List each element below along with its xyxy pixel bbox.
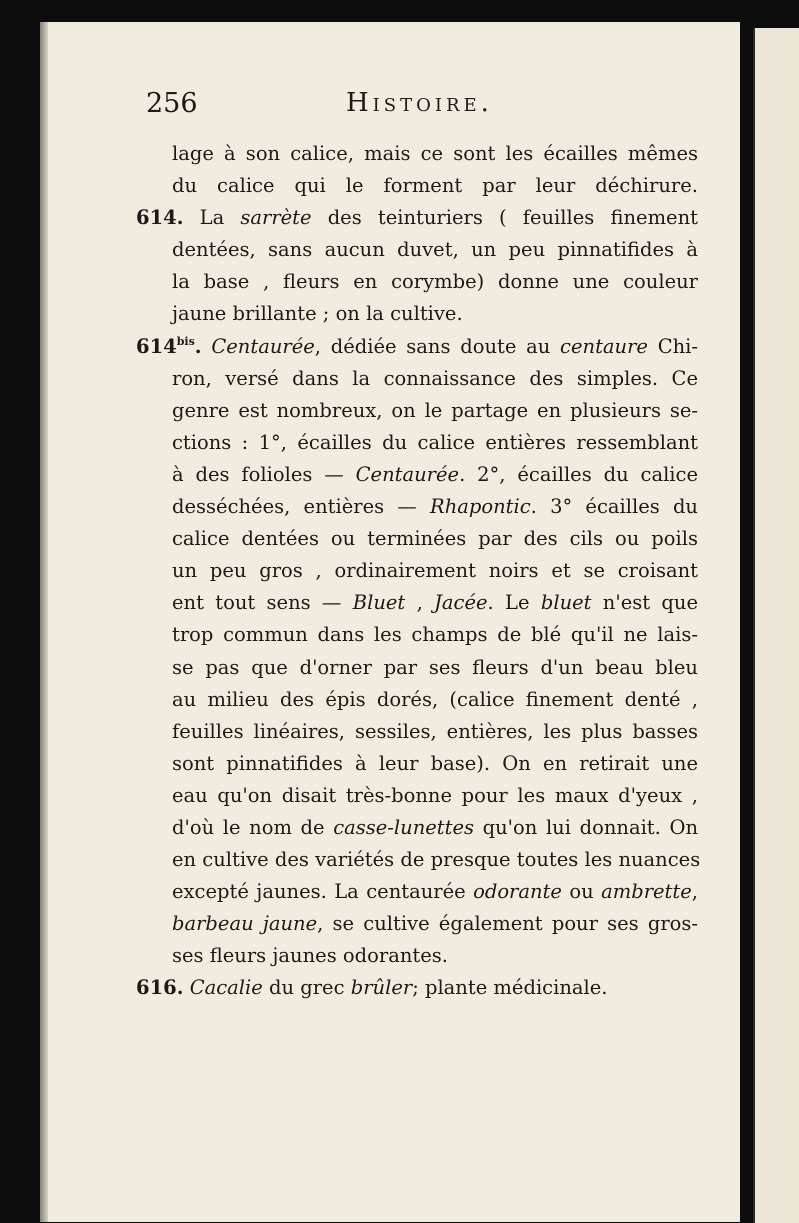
text-line: ron, versé dans la connaissance des simples. Ce [172, 366, 698, 390]
text-line: feuilles linéaires, sessiles, entières, les plus basses [172, 719, 698, 743]
text-line: 614. La sarrète des teinturiers ( feuilles finement [136, 206, 698, 230]
text-line: se pas que d'orner par ses fleurs d'un beau bleu [172, 655, 698, 679]
text-line: excepté jaunes. La centaurée odorante ou ambrette, [172, 880, 698, 904]
text-line: d'où le nom de casse-lunettes qu'on lui donnait. On [172, 815, 698, 839]
text-line: barbeau jaune, se cultive également pour ses gros- [172, 912, 698, 936]
text-line: ctions : 1°, écailles du calice entières ressemblant [172, 430, 698, 454]
page-number: 256 [146, 88, 198, 119]
entry-number: $614^{bis}$. [136, 334, 202, 358]
text-line: la base , fleurs en corymbe) donne une couleur [172, 270, 698, 294]
text-line: lage à son calice, mais ce sont les écailles mêmes [172, 142, 698, 165]
text-line: 616. Cacalie du grec brûler; plante médicinale. [136, 976, 608, 1000]
entry-number: 614. [136, 206, 184, 230]
text-line: eau qu'on disait très-bonne pour les maux d'yeux , [172, 783, 698, 807]
text-line: au milieu des épis dorés, (calice finement denté , [172, 687, 698, 711]
page-gutter [40, 22, 48, 1222]
text-line: du calice qui le forment par leur déchirure. [172, 174, 698, 198]
text-line: calice dentées ou terminées par des cils ou poils [172, 527, 698, 551]
text-line: jaune brillante ; on la cultive. [172, 302, 463, 326]
text-line: en cultive des variétés de presque toutes les nuances [172, 848, 701, 872]
text-line: à des folioles — Centaurée. 2°, écailles du calice [172, 462, 699, 486]
text-line: $614^{bis}$. Centaurée, dédiée sans doute au centaure Chi- [136, 334, 698, 358]
running-title: Histoire. [346, 88, 493, 118]
text-line: desséchées, entières — Rhapontic. 3° écailles du [172, 495, 698, 519]
text-line: genre est nombreux, on le partage en plusieurs se- [172, 398, 698, 422]
text-line: sont pinnatifides à leur base). On en retirait une [172, 751, 698, 775]
text-line: ses fleurs jaunes odorantes. [172, 944, 448, 968]
text-line: trop commun dans les champs de blé qu'il ne lais- [172, 623, 698, 647]
page-body [136, 138, 701, 1005]
text-line: un peu gros , ordinairement noirs et se croisant [172, 559, 698, 583]
text-line: dentées, sans aucun duvet, un peu pinnatifides à [172, 238, 698, 262]
entry-number: 616. [136, 976, 184, 1000]
text-line: ent tout sens — Bluet , Jacée. Le bluet n'est que [172, 591, 698, 615]
page-header [146, 88, 706, 128]
next-page-edge [753, 28, 799, 1223]
